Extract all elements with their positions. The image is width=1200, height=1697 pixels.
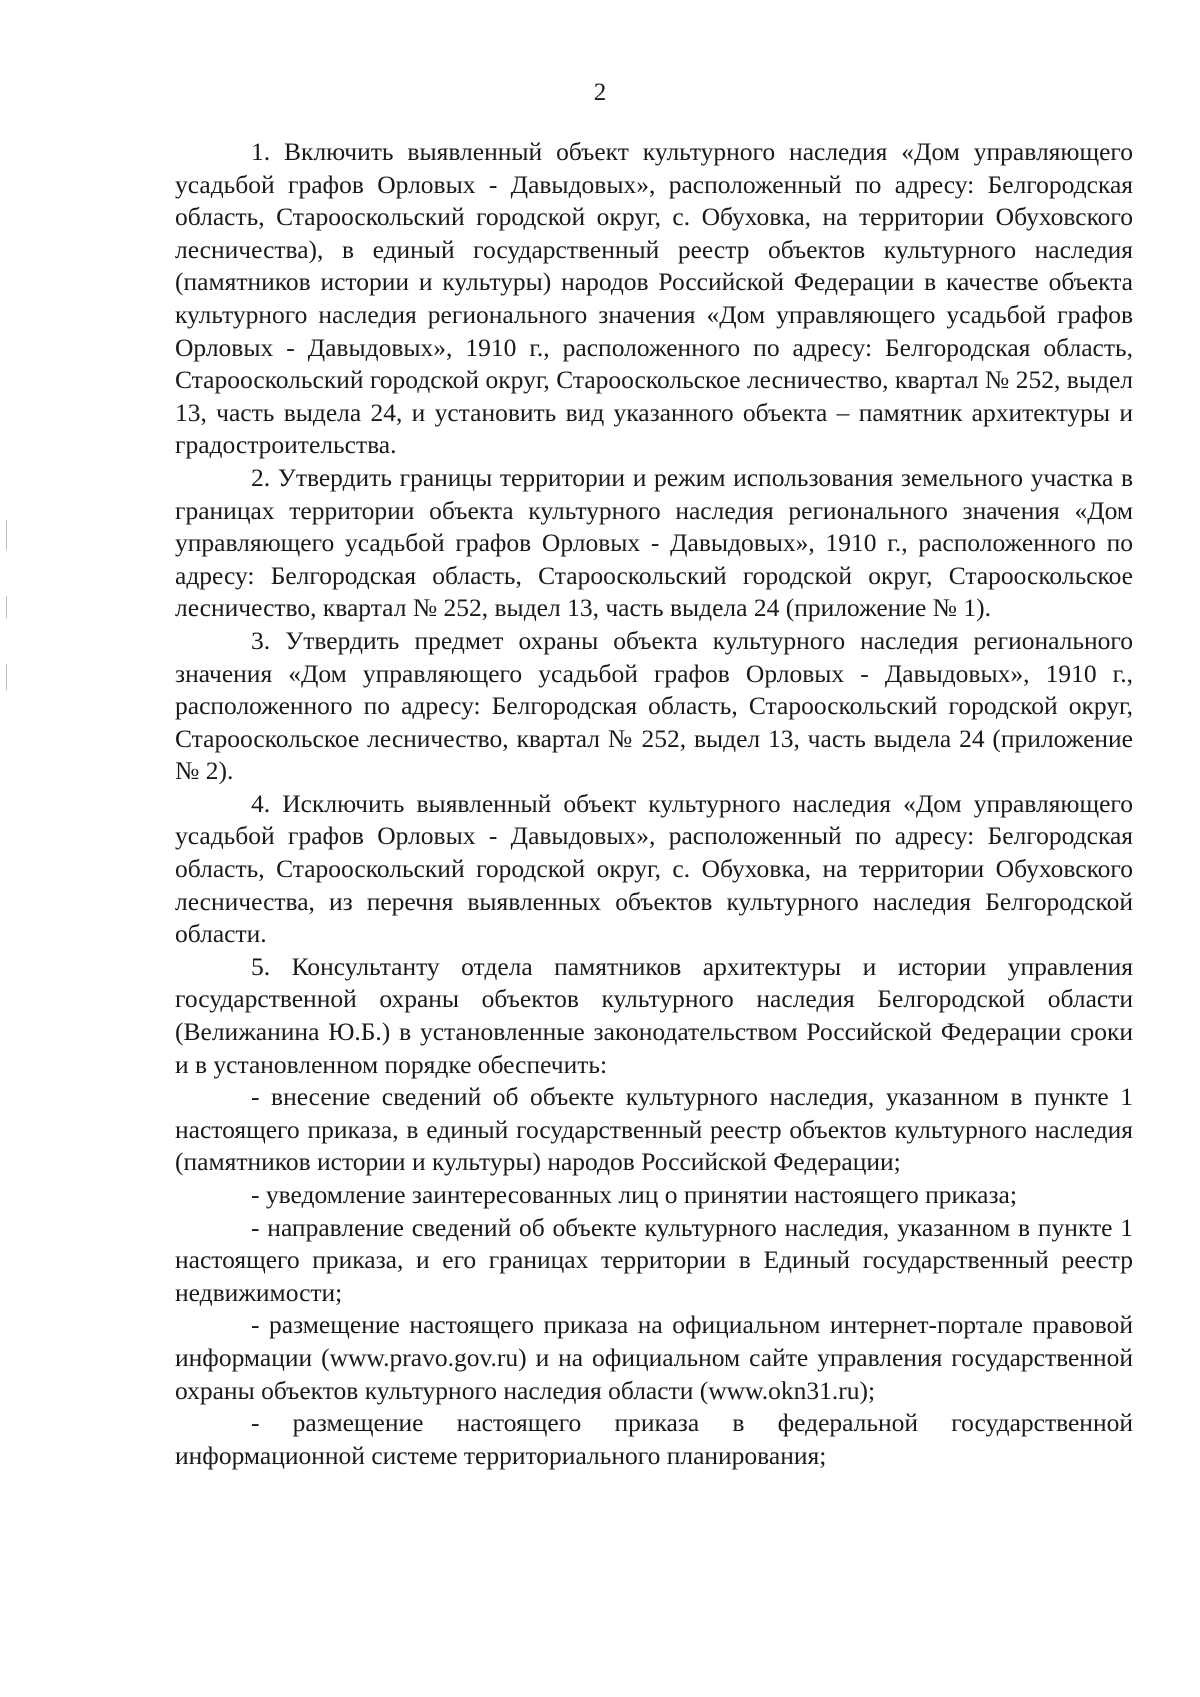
document-body	[175, 136, 1133, 1472]
scan-edge-mark	[6, 520, 7, 550]
bullet-item-publication: - размещение настоящего приказа на официальном интернет-портале правовой информации (www.pravo.gov.ru) и на официальном сайте управления государственной охраны объектов культурного наследия области (www.okn31.ru);	[175, 1310, 1133, 1405]
paragraph-item-2: 2. Утвердить границы территории и режим использования земельного участка в границах территории объекта культурного наследия регионального значения «Дом управляющего усадьбой графов Орловых - Давыдовых», 1910 г., расположенного по адресу: Белгородская область, Старооскольский городской округ, Старооскольское лесничество, квартал № 252, выдел 13, часть выдела 24 (приложение № 1).	[175, 462, 1133, 623]
bullet-item-notification: - уведомление заинтересованных лиц о принятии настоящего приказа;	[251, 1180, 1017, 1209]
paragraph-item-3: 3. Утвердить предмет охраны объекта культурного наследия регионального значения «Дом управляющего усадьбой графов Орловых - Давыдовых», 1910 г., расположенного по адресу: Белгородская область, Старооскольский городской округ, Старооскольское лесничество, квартал № 252, выдел 13, часть выдела 24 (приложение № 2).	[175, 625, 1133, 786]
scan-edge-mark	[6, 596, 7, 618]
bullet-item-registry-entry: - внесение сведений об объекте культурного наследия, указанном в пункте 1 настоящего приказа, в единый государственный реестр объектов культурного наследия (памятников истории и культуры) народов Российской Федерации;	[175, 1082, 1133, 1177]
paragraph-item-5: 5. Консультанту отдела памятников архитектуры и истории управления государственной охраны объектов культурного наследия Белгородской области (Велижанина Ю.Б.) в установленные законодательством Российской Федерации сроки и в установленном порядке обеспечить:	[175, 951, 1133, 1079]
paragraph-item-4: 4. Исключить выявленный объект культурного наследия «Дом управляющего усадьбой графов Орловых - Давыдовых», расположенный по адресу: Белгородская область, Старооскольский городской округ, с. Обуховка, на территории Обуховского лесничества, из перечня выявленных объектов культурного наследия Белгородской области.	[175, 788, 1133, 949]
bullet-item-fgis-placement: - размещение настоящего приказа в федеральной государственной информационной системе территориального планирования;	[175, 1408, 1133, 1470]
paragraph-item-1: 1. Включить выявленный объект культурного наследия «Дом управляющего усадьбой графов Орловых - Давыдовых», расположенный по адресу: Белгородская область, Старооскольский городской округ, с. Обуховка, на территории Обуховского лесничества), в единый государственный реестр объектов культурного наследия (памятников истории и культуры) народов Российской Федерации в качестве объекта культурного наследия регионального значения «Дом управляющего усадьбой графов Орловых - Давыдовых», 1910 г., расположенного по адресу: Белгородская область, Старооскольский городской округ, Старооскольское лесничество, квартал № 252, выдел 13, часть выдела 24, и установить вид указанного объекта – памятник архитектуры и градостроительства.	[175, 137, 1133, 460]
page-number: 2	[593, 79, 607, 106]
bullet-item-real-estate-registry: - направление сведений об объекте культурного наследия, указанном в пункте 1 настоящего приказа, и его границах территории в Единый государственный реестр недвижимости;	[175, 1212, 1133, 1307]
scan-edge-mark	[6, 664, 7, 690]
